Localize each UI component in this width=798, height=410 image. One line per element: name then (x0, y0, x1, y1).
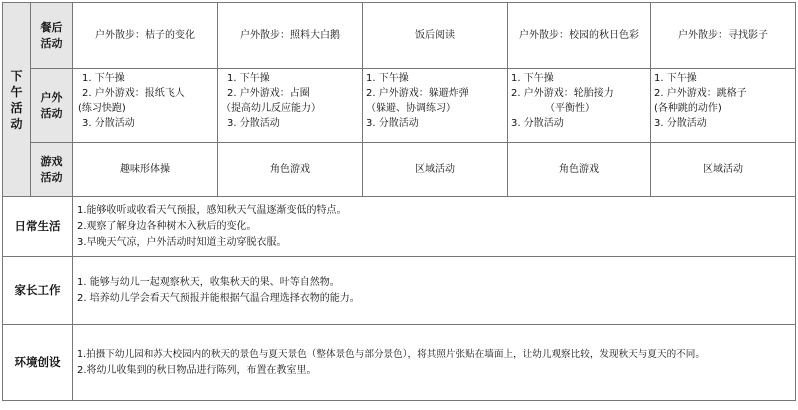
outdoor-line: 1. 下午操 (82, 73, 125, 84)
outdoor-fri (651, 69, 796, 143)
outdoor-line: 1. 下午操 (227, 73, 270, 84)
outdoor-line: 2. 户外游戏：跳格子 (654, 88, 747, 99)
parents-label: 家长工作 (3, 257, 73, 325)
daily-life-label: 日常生活 (3, 197, 73, 257)
daily-life-line: 1.能够收听或收看天气预报，感知秋天气温逐渐变低的特点。 (77, 204, 347, 216)
parents-line: 1. 能够与幼儿一起观察秋天，收集秋天的果、叶等自然物。 (77, 276, 340, 288)
after-meal-fri: 户外散步：寻找影子 (651, 3, 796, 69)
outdoor-line: 1. 下午操 (511, 73, 554, 84)
environment-line: 1.拍摄下幼儿园和苏大校园内的秋天的景色与夏天景色（整体景色与部分景色），将其照片张贴在墙面上，让幼儿观察比较，发现秋天与夏天的不同。 (77, 348, 705, 360)
outdoor-line: 2. 户外游戏：躲避炸弹 (366, 88, 469, 99)
outdoor-label: 户外活动 (31, 69, 73, 143)
environment-content (73, 325, 796, 401)
outdoor-line: （提高幼儿反应能力） (221, 103, 321, 114)
outdoor-thu (508, 69, 651, 143)
daily-life-line: 2.观察了解身边各种树木入秋后的变化。 (77, 220, 257, 232)
outdoor-line: 1. 下午操 (366, 73, 409, 84)
daily-life-content (73, 197, 796, 257)
outdoor-line: 3. 分散活动 (511, 118, 564, 129)
after-meal-label: 餐后活动 (31, 3, 73, 69)
parents-line: 2. 培养幼儿学会看天气预报并能根据气温合理选择衣物的能力。 (77, 292, 360, 304)
games-fri: 区域活动 (651, 143, 796, 197)
weekly-plan-table (2, 2, 796, 401)
outdoor-line: 1. 下午操 (654, 73, 697, 84)
environment-line: 2.将幼儿收集到的秋日物品进行陈列，布置在教室里。 (77, 364, 317, 376)
games-mon: 趣味形体操 (73, 143, 218, 197)
parents-content (73, 257, 796, 325)
afternoon-section-label: 下午活动 (3, 3, 31, 197)
outdoor-line: 3. 分散活动 (82, 118, 135, 129)
outdoor-line: 3. 分散活动 (227, 118, 280, 129)
games-wed: 区域活动 (363, 143, 508, 197)
outdoor-line: 3. 分散活动 (654, 118, 707, 129)
environment-label: 环境创设 (3, 325, 73, 401)
games-thu: 角色游戏 (508, 143, 651, 197)
after-meal-mon: 户外散步：桔子的变化 (73, 3, 218, 69)
games-label: 游戏活动 (31, 143, 73, 197)
outdoor-mon (73, 69, 218, 143)
outdoor-line: 2. 户外游戏：轮胎接力 (511, 88, 614, 99)
outdoor-line: (各种跳的动作) (654, 103, 722, 114)
after-meal-thu: 户外散步：校园的秋日色彩 (508, 3, 651, 69)
outdoor-line: （躲避、协调练习） (366, 103, 456, 114)
daily-life-line: 3.早晚天气凉，户外活动时知道主动穿脱衣服。 (77, 236, 287, 248)
outdoor-line: 2. 户外游戏：占圈 (227, 88, 310, 99)
games-tue: 角色游戏 (218, 143, 363, 197)
outdoor-line: 2. 户外游戏：报纸飞人 (82, 88, 185, 99)
outdoor-wed (363, 69, 508, 143)
outdoor-line: （平衡性） (545, 103, 595, 114)
outdoor-tue (218, 69, 363, 143)
after-meal-tue: 户外散步：照料大白鹅 (218, 3, 363, 69)
after-meal-wed: 饭后阅读 (363, 3, 508, 69)
outdoor-line: 3. 分散活动 (366, 118, 419, 129)
outdoor-line: (练习快跑) (78, 103, 126, 114)
